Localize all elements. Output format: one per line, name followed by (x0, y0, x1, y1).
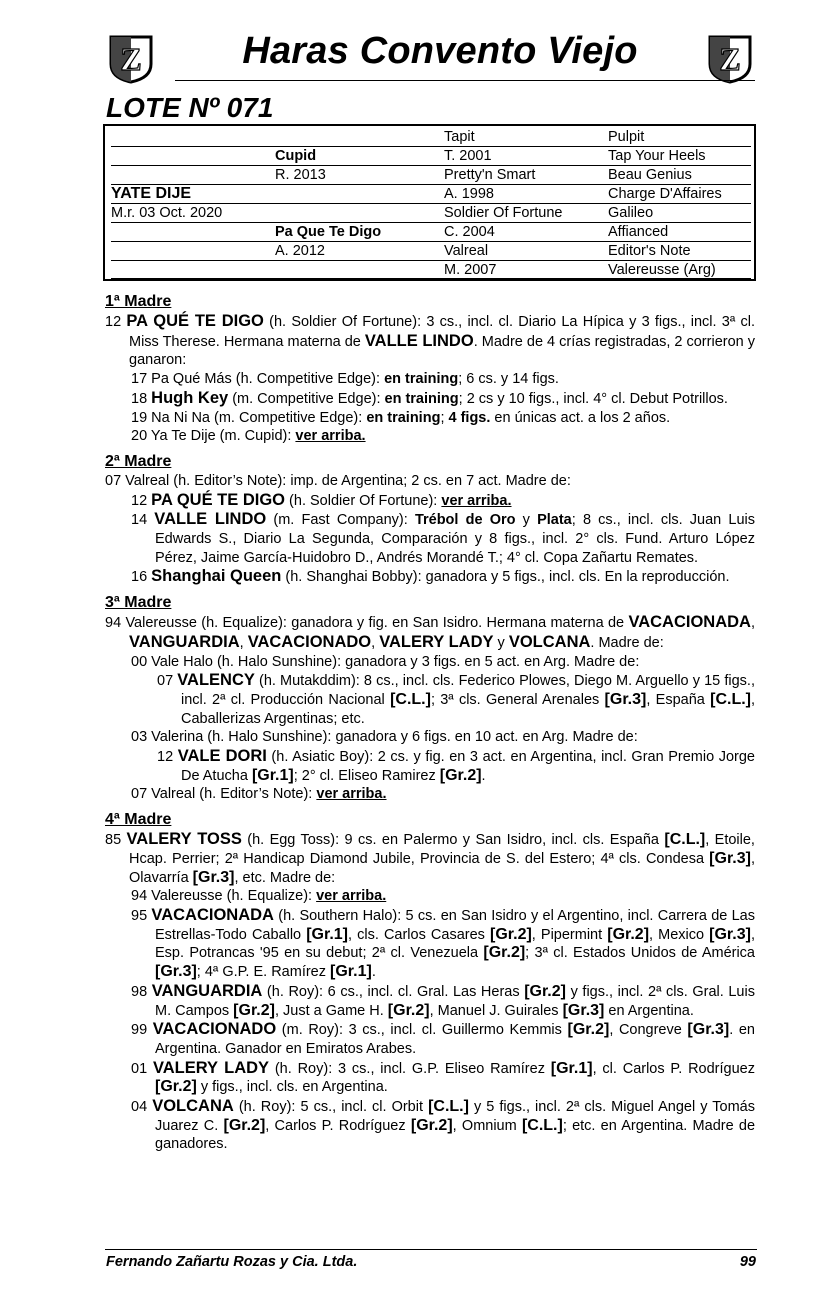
pedigree-rule (111, 203, 751, 204)
horse-name: VALE DORI (177, 747, 267, 766)
pedigree-rule (111, 165, 751, 166)
pedigree-rule (111, 241, 751, 242)
horse-name: Hugh Key (151, 388, 229, 407)
produce-entry: 03 Valerina (h. Halo Sunshine): ganadora y 6 figs. en 10 act. en Arg. Madre de: (131, 729, 638, 746)
horse-name: PA QUÉ TE DIGO (126, 312, 264, 330)
produce-entry: 00 Vale Halo (h. Halo Sunshine): ganadora y 3 figs. en 5 act. en Arg. Madre de: (131, 653, 640, 670)
pedigree-g3-1: T. 2001 (444, 148, 492, 164)
pedigree-g4-7: Valereusse (Arg) (608, 262, 716, 278)
footer-rule (105, 1249, 757, 1250)
title-rule (175, 80, 755, 81)
produce-entry: 16 Shanghai Queen (h. Shanghai Bobby): ganadora y 5 figs., incl. cls. En la reproducción. (131, 567, 730, 586)
pedigree-subject-info: M.r. 03 Oct. 2020 (111, 205, 223, 221)
produce-entry: 20 Ya Te Dije (m. Cupid): ver arriba. (131, 428, 366, 445)
horse-name: VANGUARDIA (151, 981, 263, 1000)
page-title: Haras Convento Viejo (242, 30, 638, 72)
see-above-ref: ver arriba. (316, 786, 387, 803)
footer-company: Fernando Zañartu Rozas y Cia. Ltda. (106, 1254, 358, 1270)
pedigree-g4-4: Galileo (608, 205, 654, 221)
pedigree-g4-1: Tap Your Heels (608, 148, 706, 164)
pedigree-g3-3: A. 1998 (444, 186, 494, 202)
section-heading-first-dam: 1ª Madre (105, 293, 172, 310)
pedigree-g4-3: Charge D'Affaires (608, 186, 722, 202)
produce-entry: 19 Na Ni Na (m. Competitive Edge): en training; 4 figs. en únicas act. a los 2 años. (131, 409, 671, 426)
dam-entry: 85 VALERY TOSS (h. Egg Toss): 9 cs. en Palermo y San Isidro, incl. cls. España [C.L.], Etoile, Hcap. Perrier; 2ª Handicap Diamond Jubile, Provincia de S. del Estero; 4ª cls. Condesa [Gr.3], Olavarría [Gr.3], etc. Madre de: (105, 830, 755, 886)
horse-name: VACACIONADA (151, 905, 274, 924)
pedigree-g3-0: Tapit (444, 129, 475, 145)
produce-entry: 12 PA QUÉ TE DIGO (h. Soldier Of Fortune): ver arriba. (131, 490, 512, 509)
horse-name: PA QUÉ TE DIGO (151, 490, 286, 509)
dam-line-content (105, 292, 755, 1154)
see-above-ref: ver arriba. (316, 888, 387, 905)
section-heading-third-dam: 3ª Madre (105, 594, 172, 612)
horse-name: VALENCY (177, 671, 255, 690)
grandproduce-entry: 12 VALE DORI (h. Asiatic Boy): 2 cs. y fig. en 3 act. en Argentina, incl. Gran Premio Jorge De Atucha [Gr.1]; 2° cl. Eliseo Ramirez [Gr.2]. (157, 747, 755, 784)
pedigree-g4-2: Beau Genius (608, 167, 692, 183)
pedigree-g4-0: Pulpit (608, 129, 645, 145)
dam-entry: 94 Valereusse (h. Equalize): ganadora y fig. en San Isidro. Hermana materna de VACACIONADA, VANGUARDIA, VACACIONADO, VALERY LADY y VOLCANA. Madre de: (105, 613, 755, 651)
page-number: 99 (739, 1254, 756, 1270)
see-above-ref: ver arriba. (441, 492, 512, 509)
produce-entry: 94 Valereusse (h. Equalize): ver arriba. (131, 888, 387, 905)
pedigree-g3-5: C. 2004 (444, 224, 495, 240)
page-header (0, 0, 827, 90)
see-above-ref: ver arriba. (295, 428, 366, 445)
produce-entry: 07 Valreal (h. Editor’s Note): ver arriba. (131, 786, 387, 803)
pedigree-rule (111, 260, 751, 261)
pedigree-g3-7: M. 2007 (444, 262, 497, 278)
horse-name: VALLE LINDO (154, 510, 267, 529)
produce-entry: 17 Pa Qué Más (h. Competitive Edge): en training; 6 cs. y 14 figs. (131, 371, 559, 388)
shield-logo-icon (707, 34, 753, 84)
produce-entry: 95 VACACIONADA (h. Southern Halo): 5 cs. en San Isidro y el Argentino, incl. Carrera de Las Estrellas-Todo Caballo [Gr.1], cls. Carlos Casares [Gr.2], Pipermint [Gr.2], Mexico [Gr.3], Esp. Potrancas '95 en su debut; 2ª cl. Venezuela [Gr.2]; 3ª cl. Estados Unidos de América [Gr.3]; 4ª G.P. E. Ramírez [Gr.1]. (131, 905, 756, 981)
horse-name: VALLE LINDO (364, 331, 474, 350)
pedigree-rule (111, 146, 751, 147)
horse-name: VACACIONADO (152, 1020, 277, 1039)
dam-entry: 07 Valreal (h. Editor’s Note): imp. de Argentina; 2 cs. en 7 act. Madre de: (105, 472, 571, 489)
pedigree-sire-name: Cupid (275, 148, 317, 164)
shield-logo-icon (108, 34, 154, 84)
pedigree-g4-5: Affianced (608, 224, 669, 240)
pedigree-rule (111, 278, 751, 279)
produce-entry: 18 Hugh Key (m. Competitive Edge): en training; 2 cs y 10 figs., incl. 4° cl. Debut Potrillos. (131, 388, 728, 407)
pedigree-table (103, 124, 756, 281)
dam-entry: 12 PA QUÉ TE DIGO (h. Soldier Of Fortune): 3 cs., incl. cl. Diario La Hípica y 3 figs., incl. 3ª cl. Miss Therese. Hermana materna de VALLE LINDO. Madre de 4 crías registradas, 2 corrieron y ganaron: (105, 312, 755, 369)
lot-number: LOTE Nº 071 (106, 92, 274, 123)
pedigree-g4-6: Editor's Note (608, 243, 691, 259)
section-heading-second-dam: 2ª Madre (105, 452, 172, 470)
produce-entry: 98 VANGUARDIA (h. Roy): 6 cs., incl. cl. Gral. Las Heras [Gr.2] y figs., incl. 2ª cls. Gral. Luis M. Campos [Gr.2], Just a Game H. [Gr.2], Manuel J. Guirales [Gr.3] en Argentina. (131, 981, 755, 1019)
horse-name: VOLCANA (152, 1097, 234, 1116)
pedigree-g3-6: Valreal (444, 243, 489, 259)
horse-name: VALERY TOSS (126, 830, 242, 849)
pedigree-g3-4: Soldier Of Fortune (444, 205, 563, 221)
produce-entry: 01 VALERY LADY (h. Roy): 3 cs., incl. G.P. Eliseo Ramírez [Gr.1], cl. Carlos P. Rodríguez [Gr.2] y figs., incl. cls. en Argentina. (131, 1058, 755, 1096)
pedigree-dam-info: A. 2012 (275, 243, 325, 259)
pedigree-dam-name: Pa Que Te Digo (275, 224, 382, 240)
pedigree-subject-name: YATE DIJE (111, 185, 192, 202)
logo-letter: Z (719, 41, 741, 77)
grandproduce-entry: 07 VALENCY (h. Mutakddim): 8 cs., incl. cls. Federico Plowes, Diego M. Arguello y 15 figs., incl. 2ª cl. Producción Nacional [C.L.]; 3ª cls. General Arenales [Gr.3], España [C.L.], Caballerizas Argentinas; etc. (157, 671, 756, 727)
produce-entry: 99 VACACIONADO (m. Roy): 3 cs., incl. cl. Guillermo Kemmis [Gr.2], Congreve [Gr.3]. en Argentina. Ganador en Emiratos Arabes. (131, 1020, 755, 1057)
horse-name: Shanghai Queen (151, 567, 282, 586)
logo-letter: Z (120, 41, 142, 77)
section-heading-fourth-dam: 4ª Madre (105, 811, 172, 829)
produce-entry: 14 VALLE LINDO (m. Fast Company): Trébol de Oro y Plata; 8 cs., incl. cls. Juan Luis Edwards S., Diario La Segunda, Comparación y 8 figs., incl. 2° cls. Fund. Arturo López Pérez, Jaime García-Huidobro D., Andrés Morandé T.; 4° cl. Copa Zañartu Remates. (131, 510, 755, 566)
pedigree-sire-info: R. 2013 (275, 167, 326, 183)
horse-name: VALERY LADY (152, 1058, 270, 1077)
pedigree-rule (111, 184, 751, 185)
pedigree-g3-2: Pretty'n Smart (444, 167, 536, 183)
pedigree-rule (111, 222, 751, 223)
produce-entry: 04 VOLCANA (h. Roy): 5 cs., incl. cl. Orbit [C.L.] y 5 figs., incl. 2ª cls. Miguel Angel y Tomás Juarez C. [Gr.2], Carlos P. Rodríguez [Gr.2], Omnium [C.L.]; etc. en Argentina. Madre de ganadores. (131, 1097, 756, 1153)
